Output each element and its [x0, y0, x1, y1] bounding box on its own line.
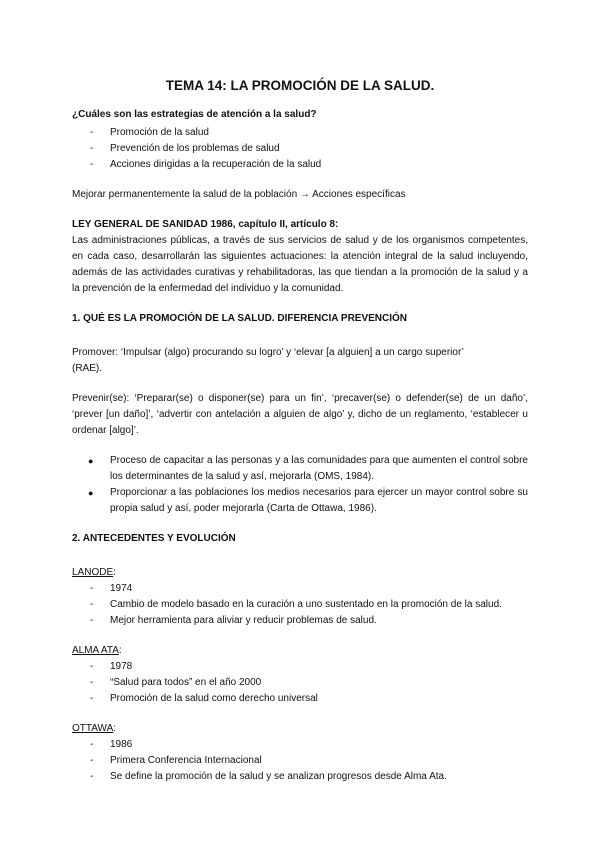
list-item: - Prevención de los problemas de salud [90, 143, 280, 154]
promotion-definitions-list [72, 453, 528, 517]
section-2-heading: 2. ANTECEDENTES Y EVOLUCIÓN [72, 533, 236, 544]
list-item: - 1978 [90, 661, 133, 672]
page-title: TEMA 14: LA PROMOCIÓN DE LA SALUD. [165, 78, 435, 93]
list-item: ● Proceso de capacitar a las personas y a las comunidades para que aumenten el control sobre los determinantes de la salud y así, mejorarla (OMS, 1984). [88, 455, 528, 482]
list-item: - Se define la promoción de la salud y se analizan progresos desde Alma Ata. [90, 771, 447, 782]
list-item: - Primera Conferencia Internacional [90, 755, 262, 766]
document-page [72, 78, 528, 785]
list-item: - “Salud para todos” en el año 2000 [90, 677, 262, 688]
list-item: - 1986 [90, 739, 133, 750]
list-item: - Promoción de la salud [90, 127, 209, 138]
list-item: - Cambio de modelo basado en la curación a uno sustentado en la promoción de la salud. [90, 599, 502, 610]
prevenir-definition: Prevenir(se): ‘Preparar(se) o disponer(se) para un fin’, ‘precaver(se) o defender(se) de un daño’, ‘prever [un daño]’, ‘advertir con antelación a alguien de algo’ y, dicho de un reglamento, ‘establecer u ordenar [algo]’. [72, 393, 528, 436]
section-1-heading: 1. QUÉ ES LA PROMOCIÓN DE LA SALUD. DIFERENCIA PREVENCIÓN [72, 313, 408, 324]
ottawa-list [72, 737, 528, 785]
promover-definition: Promover: ‘Impulsar (algo) procurando su logro’ y ‘elevar [a alguien] a un cargo superior’ (RAE). [72, 347, 464, 374]
strategies-question: ¿Cuáles son las estrategias de atención a la salud? [72, 109, 317, 120]
ottawa-heading: OTTAWA: [72, 723, 117, 734]
law-text: Las administraciones públicas, a través de sus servicios de salud y de los organismos competentes, en cada caso, desarrollarán las siguientes actuaciones: la atención integral de la salud incluyendo, además de las actividades curativas y rehabilitadoras, las que tiendan a la promoción de la salud y a la prevención de la enfermedad del individuo y la comunidad. [72, 235, 528, 294]
list-item: - Mejor herramienta para aliviar y reducir problemas de salud. [90, 615, 377, 626]
alma-ata-heading: ALMA ATA: [72, 645, 122, 656]
strategies-list [72, 125, 528, 173]
alma-ata-list [72, 659, 528, 707]
improve-line: Mejorar permanentemente la salud de la población → Acciones específicas [72, 189, 406, 200]
law-heading: LEY GENERAL DE SANIDAD 1986, capítulo II, artículo 8: [72, 219, 339, 230]
list-item: ● Proporcionar a las poblaciones los medios necesarios para ejercer un mayor control sobre su propia salud y así, poder mejorarla (Carta de Ottawa, 1986). [88, 487, 528, 514]
list-item: - Promoción de la salud como derecho universal [90, 693, 318, 704]
lanode-heading: LANODE: [72, 567, 116, 578]
list-item: - Acciones dirigidas a la recuperación de la salud [90, 159, 322, 170]
lanode-list [72, 581, 528, 629]
list-item: - 1974 [90, 583, 133, 594]
